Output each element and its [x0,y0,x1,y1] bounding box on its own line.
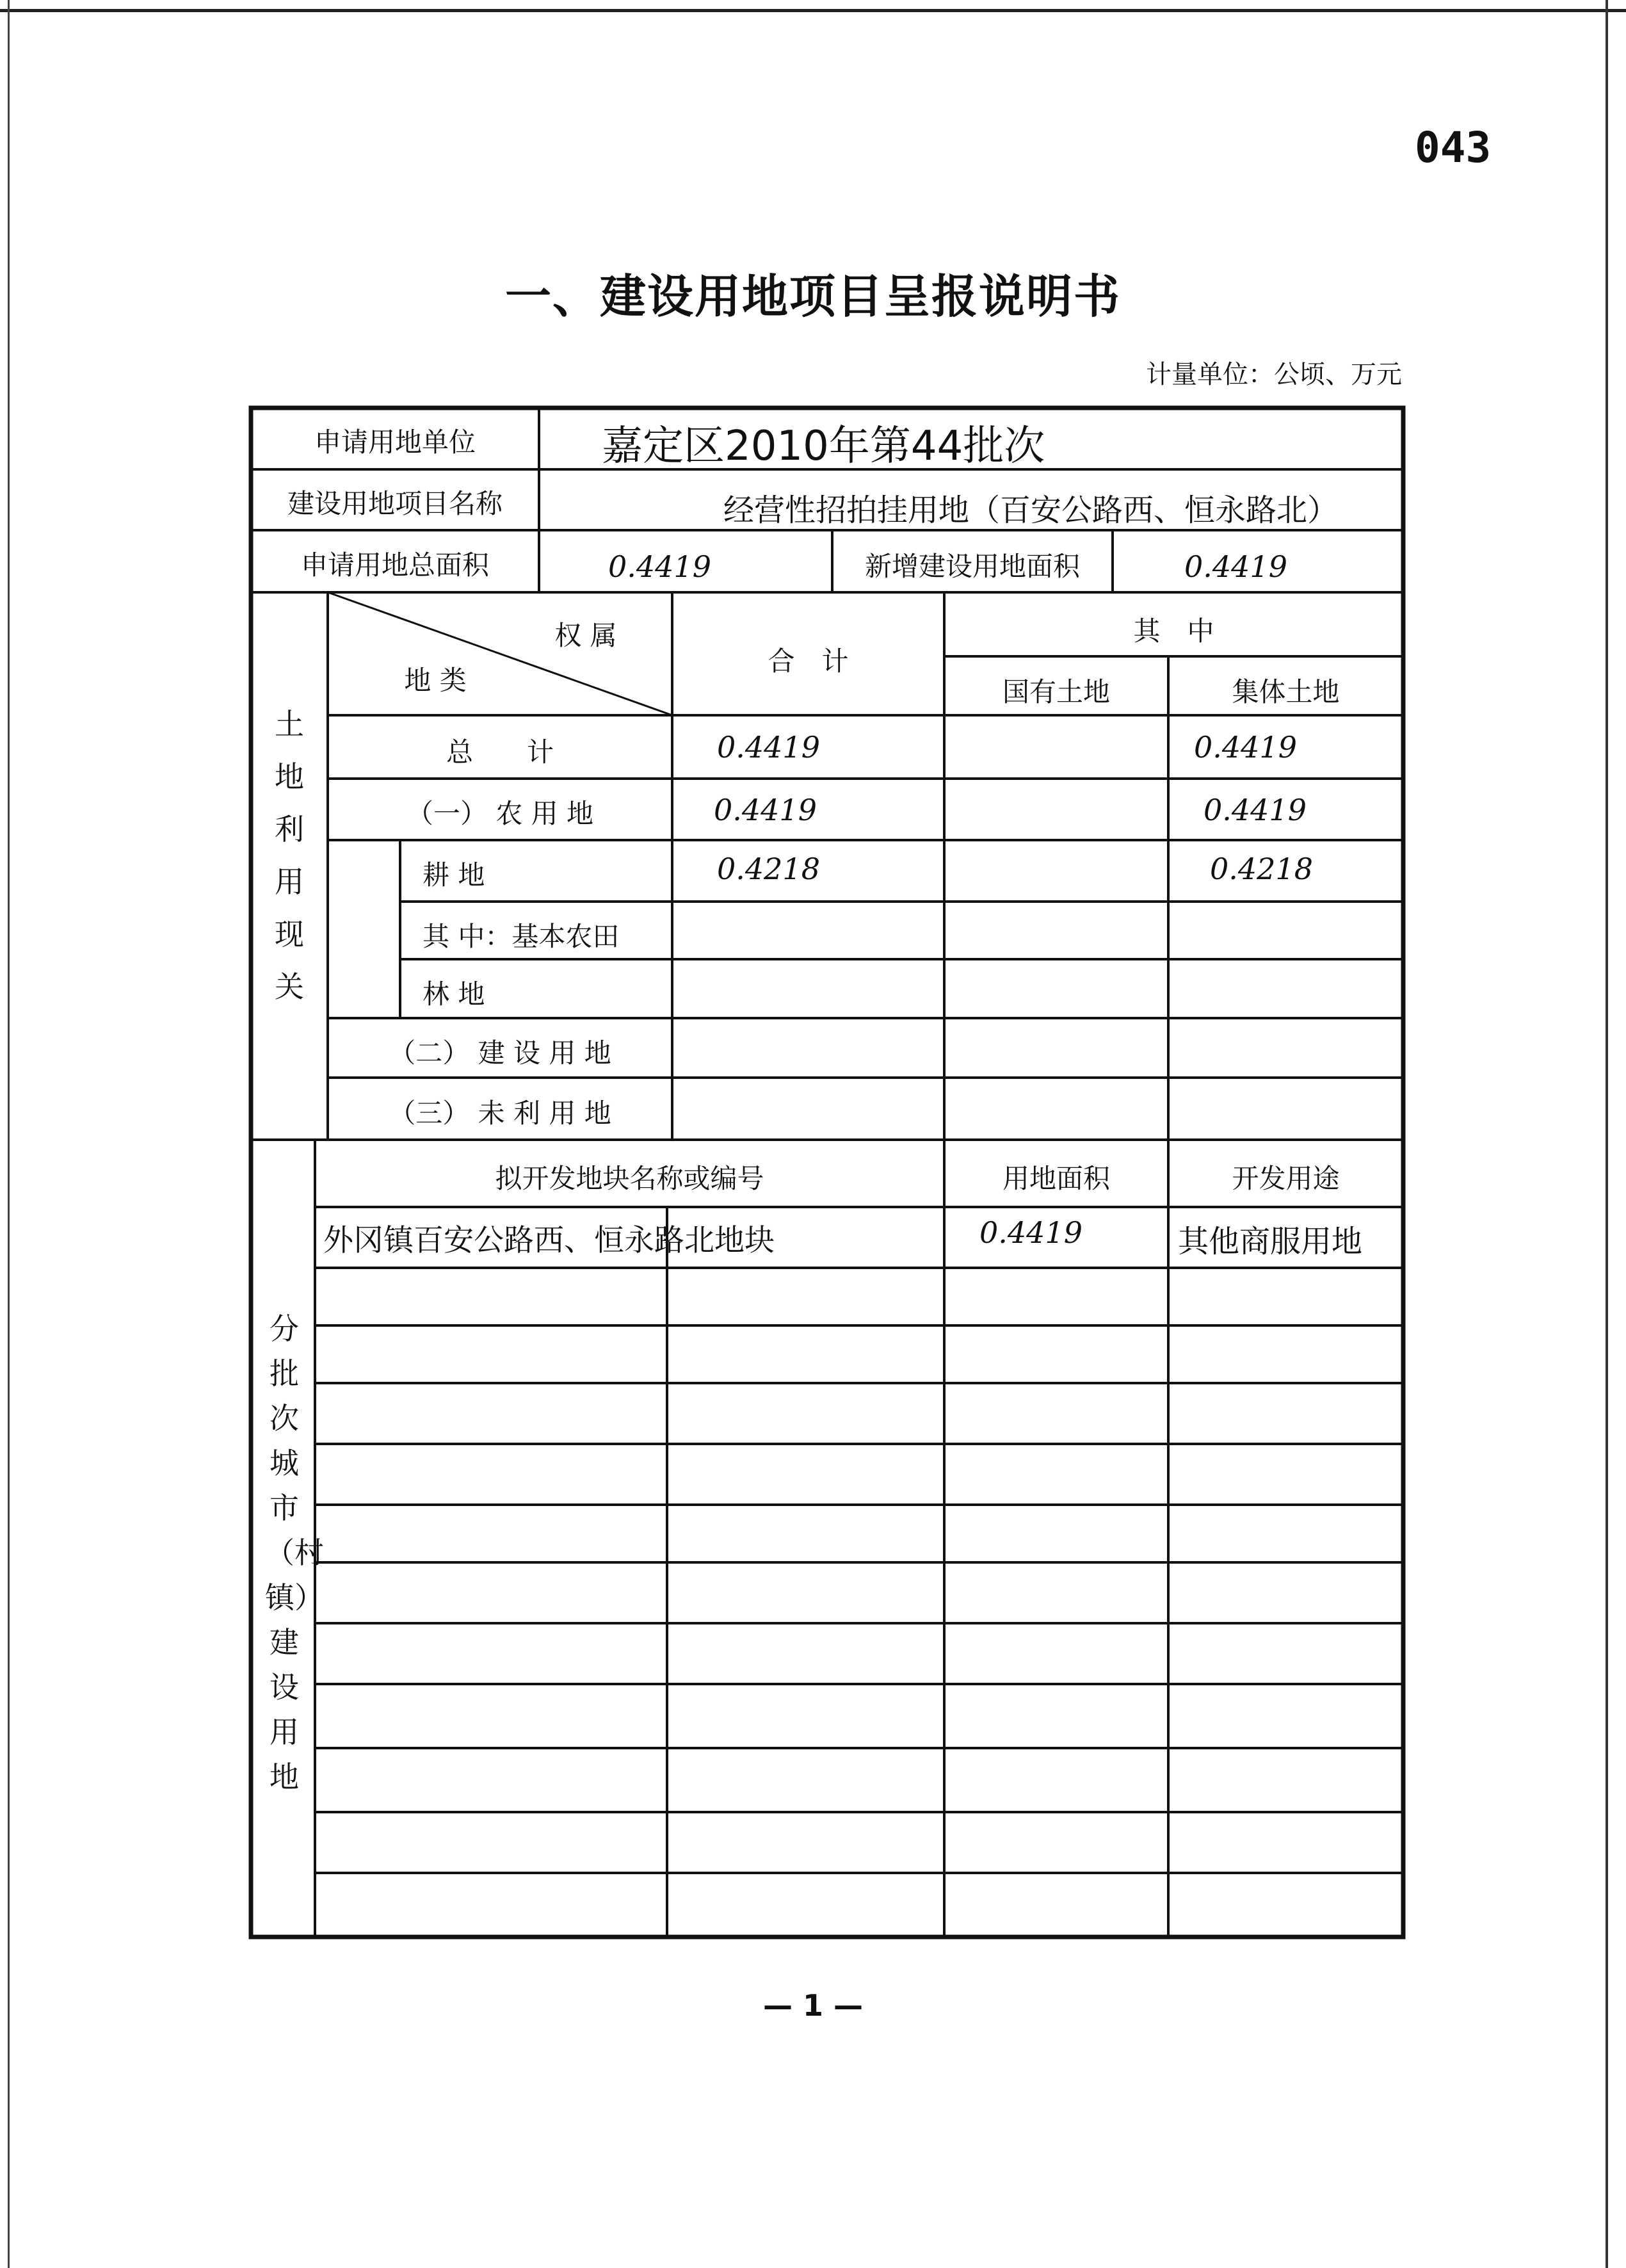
row-cultivated-collective: 0.4218 [1210,852,1313,886]
project-name-label: 建设用地项目名称 [287,488,503,519]
row-label-unused: （三） 未 利 用 地 [389,1098,611,1129]
row-label-cultivated: 耕 地 [423,859,485,891]
col-collective-header: 集体土地 [1232,676,1340,708]
batch-area-value: 0.4419 [979,1215,1083,1250]
col-use-header: 开发用途 [1232,1163,1340,1194]
diag-header-bottom: 地 类 [404,665,467,696]
batch-section-label: 分批次城市（村镇）建设用地 [265,1311,324,1794]
batch-use-value: 其他商服用地 [1178,1224,1363,1260]
row-total-total: 0.4419 [717,730,820,765]
col-of-which-header: 其 中 [1133,615,1214,647]
diag-header-top: 权 属 [554,620,617,651]
row-cultivated-total: 0.4218 [717,852,820,886]
row-label-forest: 林 地 [423,978,485,1010]
row-label-total: 总 计 [446,736,554,768]
page-number: 043 [1415,123,1492,172]
batch-parcel-value: 外冈镇百安公路西、恒永路北地块 [323,1223,775,1258]
land-use-section-label: 土地利用现关 [275,707,304,1004]
document-title: 一、建设用地项目呈报说明书 [504,270,1121,323]
row-label-construction: （二） 建 设 用 地 [389,1037,611,1069]
new-area-label: 新增建设用地面积 [864,551,1080,582]
total-area-label: 申请用地总面积 [300,549,489,581]
col-total-header: 合 计 [768,645,849,677]
row-agricultural-total: 0.4419 [714,793,817,827]
new-area-value: 0.4419 [1184,549,1287,584]
row-label-basic-farmland: 其 中：基本农田 [423,921,620,952]
unit-note: 计量单位：公顷、万元 [1146,360,1402,389]
applicant-value: 嘉定区2010年第44批次 [602,423,1045,470]
project-name-value: 经营性招拍挂用地（百安公路西、恒永路北） [723,492,1339,528]
row-label-agricultural: （一） 农 用 地 [406,798,594,829]
total-area-value: 0.4419 [608,549,711,584]
col-parcel-header: 拟开发地块名称或编号 [495,1163,764,1194]
col-state-header: 国有土地 [1002,676,1110,708]
row-total-collective: 0.4419 [1194,730,1297,765]
row-agricultural-collective: 0.4419 [1203,793,1307,827]
page-footer: — 1 — [762,1988,864,2023]
applicant-label: 申请用地单位 [314,426,476,458]
col-area-header: 用地面积 [1002,1163,1110,1194]
